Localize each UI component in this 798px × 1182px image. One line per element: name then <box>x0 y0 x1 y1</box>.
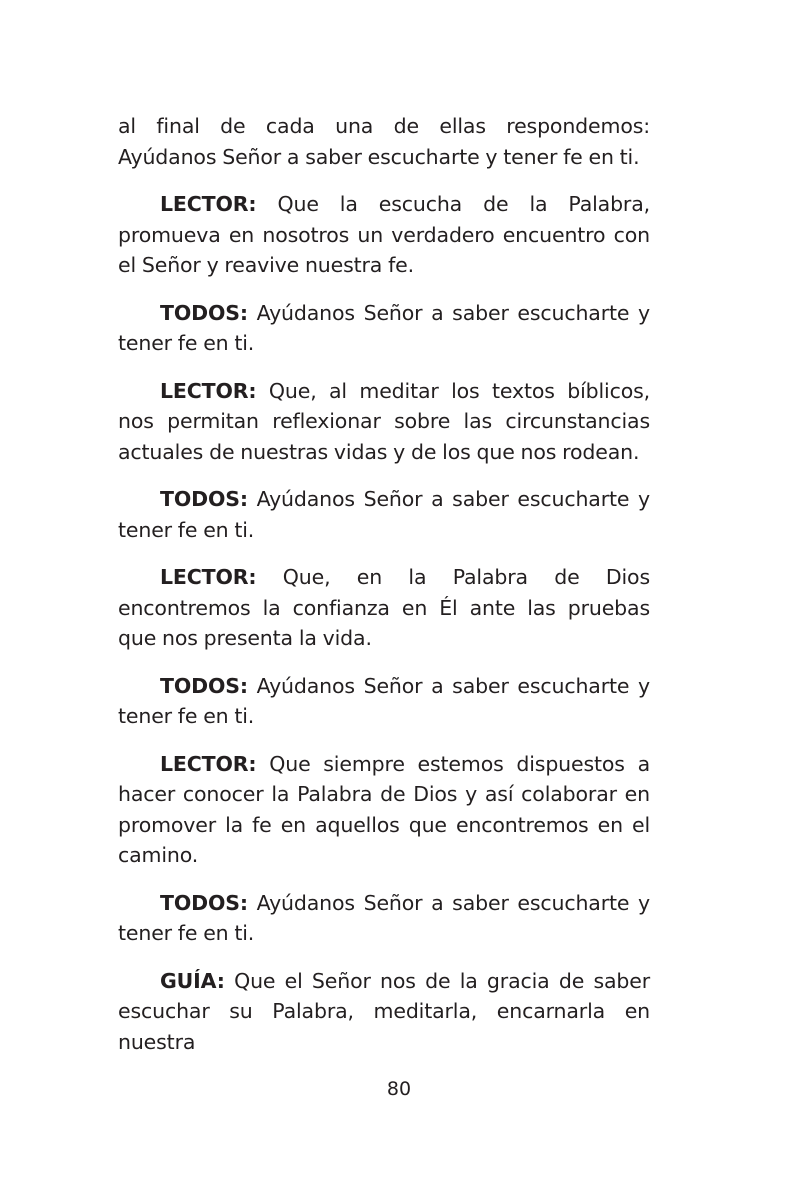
paragraph-todos-4 <box>118 888 650 949</box>
paragraph-guia <box>118 966 650 1058</box>
speaker-label: GUÍA: <box>160 968 225 993</box>
paragraph-text: Que, al meditar los textos bíblicos, nos permitan reflexionar sobre las circunstancias actuales de nuestras vidas y de los que nos rodean. <box>118 378 650 464</box>
paragraph-lector-3 <box>118 562 650 654</box>
speaker-label: TODOS: <box>160 890 248 915</box>
paragraph-text: Que, en la Palabra de Dios encontremos la confianza en Él ante las pruebas que nos presenta la vida. <box>118 565 650 650</box>
paragraph-lector-1 <box>118 189 650 281</box>
paragraph-text: al final de cada una de ellas respondemos: Ayúdanos Señor a saber escucharte y tener fe en ti. <box>118 114 650 169</box>
paragraph-text: Ayúdanos Señor a saber escucharte y tener fe en ti. <box>118 487 650 542</box>
page-body <box>118 111 650 1074</box>
paragraph-text: Que el Señor nos de la gracia de saber escuchar su Palabra, meditarla, encarnarla en nuestra <box>118 968 650 1054</box>
paragraph-text: Ayúdanos Señor a saber escucharte y tener fe en ti. <box>118 673 650 728</box>
paragraph-text: Ayúdanos Señor a saber escucharte y tener fe en ti. <box>118 300 650 355</box>
paragraph-text: Ayúdanos Señor a saber escucharte y tener fe en ti. <box>118 890 650 945</box>
speaker-label: TODOS: <box>160 673 248 698</box>
paragraph-text: Que siempre estemos dispuestos a hacer conocer la Palabra de Dios y así colaborar en promover la fe en aquellos que encontremos en el camino. <box>118 751 650 867</box>
paragraph-todos-2 <box>118 484 650 545</box>
speaker-label: LECTOR: <box>160 751 257 776</box>
paragraph-todos-3 <box>118 671 650 732</box>
speaker-label: LECTOR: <box>160 378 257 403</box>
paragraph-todos-1 <box>118 298 650 359</box>
speaker-label: LECTOR: <box>160 192 257 216</box>
speaker-label: TODOS: <box>160 487 248 511</box>
page-number: 80 <box>386 1078 412 1100</box>
paragraph-continuation <box>118 111 650 172</box>
paragraph-text: Que la escucha de la Palabra, promueva en nosotros un verdadero encuentro con el Señor y reavive nuestra fe. <box>118 192 650 277</box>
paragraph-lector-2 <box>118 376 650 468</box>
speaker-label: TODOS: <box>160 300 248 325</box>
paragraph-lector-4 <box>118 749 650 871</box>
speaker-label: LECTOR: <box>160 565 257 589</box>
